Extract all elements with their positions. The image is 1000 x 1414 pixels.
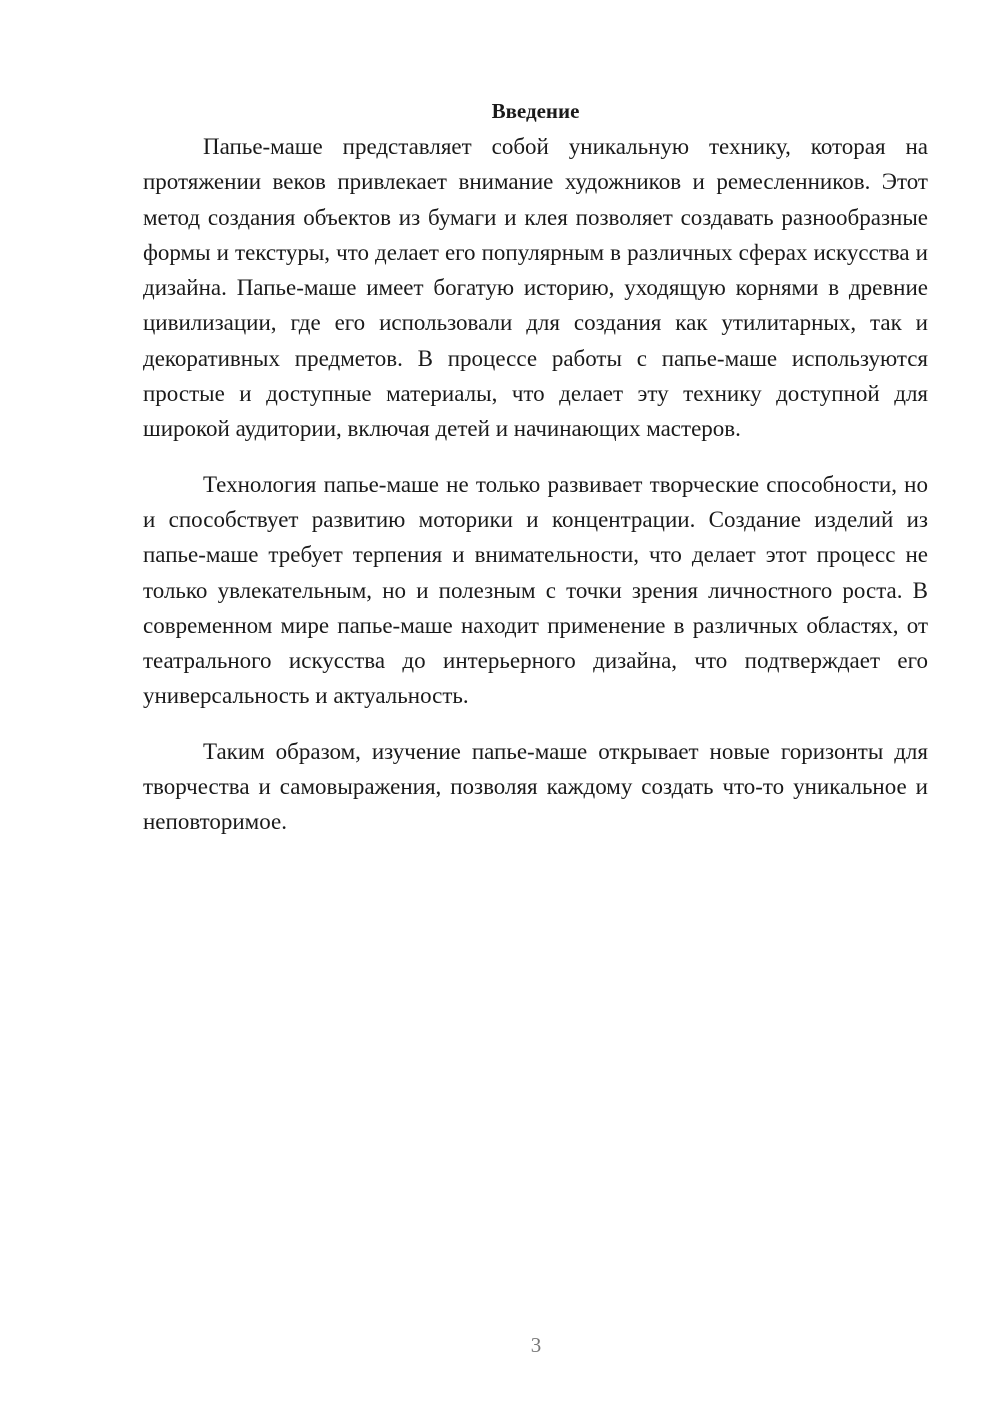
paragraph-intro: Папье-маше представляет собой уникальную технику, которая на протяжении веков привлекает внимание художников и ремесленников. Этот метод создания объектов из бумаги и клея позволяет создавать разнообразные формы и текстуры, что делает его популярным в различных сферах искусства и дизайна. Папье-маше имеет богатую историю, уходящую корнями в древние цивилизации, где его использовали для создания как утилитарных, так и декоративных предметов. В процессе работы с папье-маше используются простые и доступные материалы, что делает эту технику доступной для широкой аудитории, включая детей и начинающих мастеров.: [143, 134, 928, 442]
section-heading: Введение: [491, 99, 580, 123]
page-number: 3: [530, 1333, 542, 1357]
page-content: [143, 95, 928, 860]
paragraph-technology: Технология папье-маше не только развивает творческие способности, но и способствует развитию моторики и концентрации. Создание изделий из папье-маше требует терпения и внимательности, что делает этот процесс не только увлекательным, но и полезным с точки зрения личностного роста. В современном мире папье-маше находит применение в различных областях, от театрального искусства до интерьерного дизайна, что подтверждает его универсальность и актуальность.: [143, 471, 928, 709]
paragraph-conclusion: Таким образом, изучение папье-маше открывает новые горизонты для творчества и самовыражения, позволяя каждому создать что-то уникальное и неповторимое.: [143, 738, 928, 835]
